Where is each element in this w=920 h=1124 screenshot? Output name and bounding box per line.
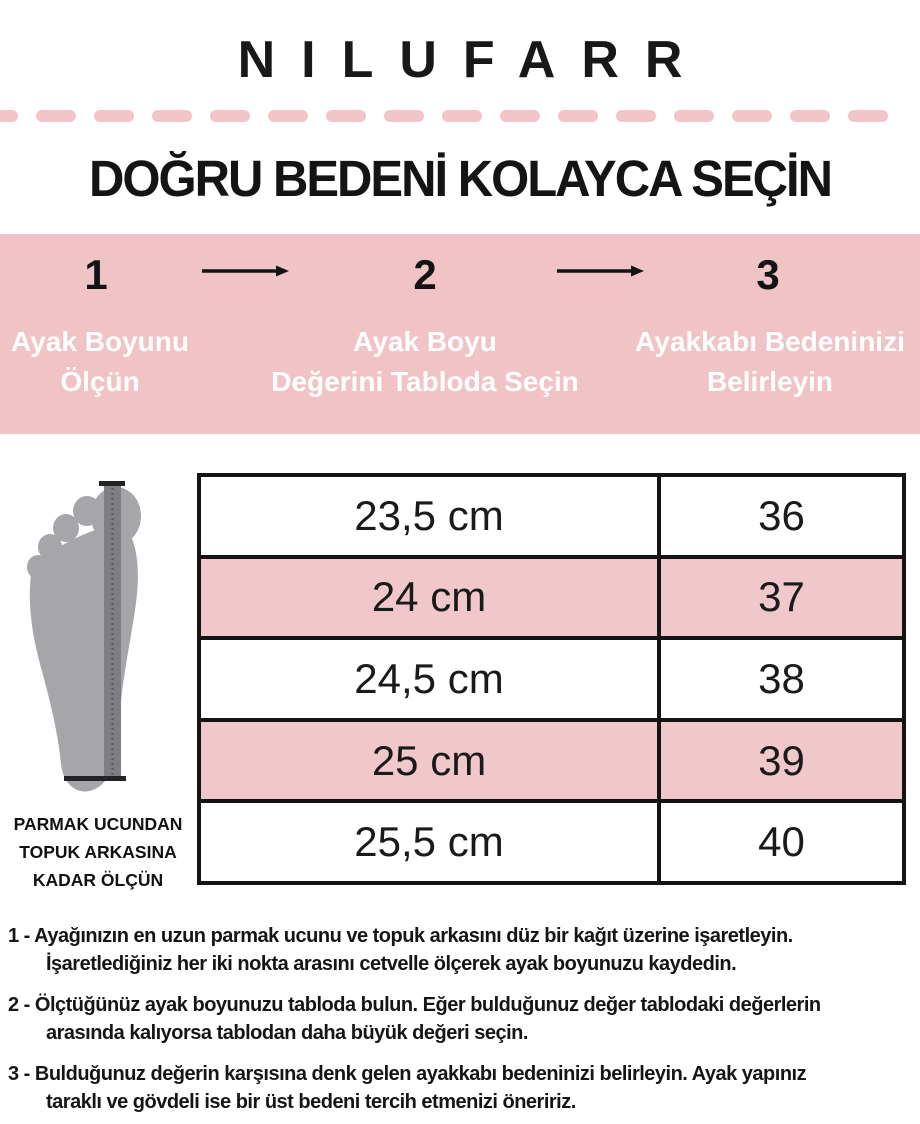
step-2-label-line2: Değerini Tabloda Seçin [271,366,579,397]
table-row [201,718,902,800]
instruction-3-line2: taraklı ve gövdeli ise bir üst bedeni tercih etmenizi öneririz. [46,1091,576,1113]
arrow-right-icon [556,263,644,279]
page-title: DOĞRU BEDENİ KOLAYCA SEÇİN [88,151,832,208]
step-2-number: 2 [413,251,437,298]
table-row [201,555,902,637]
footprint-icon [0,468,200,803]
foot-caption [2,810,194,894]
shoe-size-cell: 40 [758,818,805,866]
step-1-number: 1 [84,251,108,298]
foot-caption-line2: TOPUK ARKASINA [19,842,177,862]
foot-length-cell: 23,5 cm [201,477,661,555]
step-3-label-line2: Belirleyin [706,366,834,397]
shoe-size-cell: 38 [758,654,805,702]
shoe-size-cell: 36 [758,491,805,539]
instruction-item-2 [8,991,916,1047]
table-row [201,636,902,718]
shoe-size-cell: 39 [758,736,805,784]
instruction-item-1 [8,922,916,978]
foot-measure-illustration [0,468,200,803]
instruction-3-line1: 3 - Bulduğunuz değerin karşısına denk gelen ayakkabı bedeninizi belirleyin. Ayak yapınız [8,1063,807,1085]
table-row [201,799,902,881]
foot-caption-line3: KADAR ÖLÇÜN [32,870,164,890]
instruction-1-line2: İşaretlediğiniz her iki nokta arasını cetvelle ölçerek ayak boyunuzu kaydedin. [46,953,737,975]
size-table [197,473,906,885]
step-2-label [205,322,645,402]
foot-length-cell: 24,5 cm [201,640,661,718]
instruction-item-3 [8,1060,916,1116]
steps-banner [0,234,920,434]
arrow-right-icon [201,263,289,279]
shoe-size-cell: 37 [758,573,805,621]
step-3-number: 3 [756,251,780,298]
instruction-1-line1: 1 - Ayağınızın en uzun parmak ucunu ve topuk arkasını düz bir kağıt üzerine işaretleyin. [8,925,793,947]
foot-caption-line1: PARMAK UCUNDAN [13,814,183,834]
foot-length-cell: 24 cm [201,559,661,637]
brand-logo: NILUFARR [237,31,709,89]
foot-length-cell: 25,5 cm [201,803,661,881]
step-2-label-line1: Ayak Boyu [353,326,497,357]
step-3-label-line1: Ayakkabı Bedeninizi [635,326,905,357]
step-1-label [0,322,200,402]
dashed-divider [0,110,898,122]
step-1-label-line1: Ayak Boyunu [11,326,189,357]
step-1-label-line2: Ölçün [60,366,140,397]
instruction-2-line1: 2 - Ölçtüğünüz ayak boyunuzu tabloda bulun. Eğer bulduğunuz değer tablodaki değerlerin [8,994,821,1016]
foot-length-cell: 25 cm [201,722,661,800]
instruction-2-line2: arasında kalıyorsa tablodan daha büyük değeri seçin. [46,1022,528,1044]
table-row [201,477,902,555]
step-3-label [620,322,920,402]
instructions [8,922,916,1124]
